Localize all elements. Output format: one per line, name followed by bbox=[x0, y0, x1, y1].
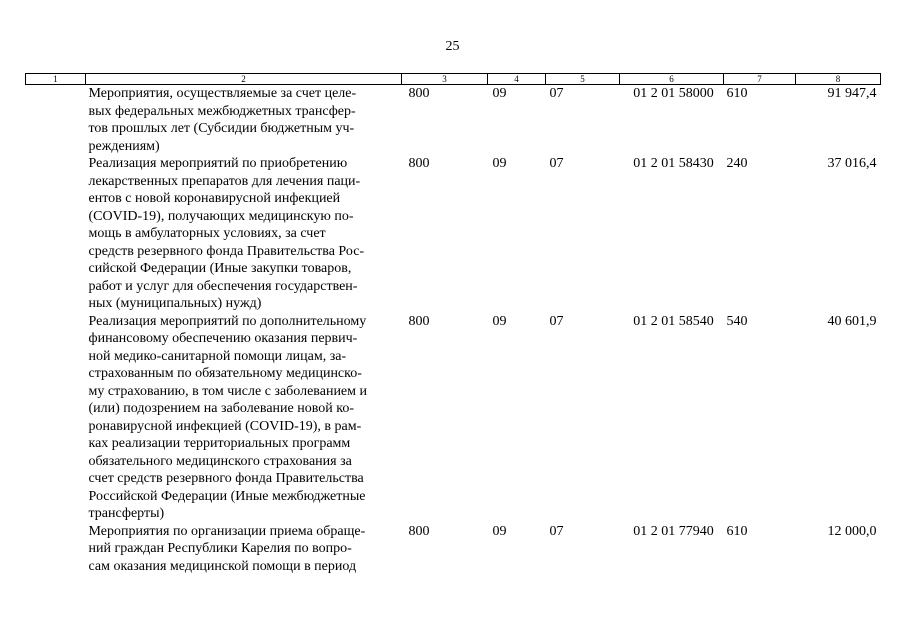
row-number-cell bbox=[26, 523, 86, 576]
description-line: лекарственных препаратов для лечения паци- bbox=[88, 173, 361, 189]
section-code-cell: 09 bbox=[492, 156, 507, 171]
amount-cell: 12 000,0 bbox=[827, 523, 877, 539]
ministry-code-cell: 800 bbox=[408, 86, 430, 101]
description-line: Мероприятия по организации приема обраще- bbox=[88, 523, 366, 539]
row-number-cell bbox=[26, 155, 86, 313]
description-line: Реализация мероприятий по дополнительному bbox=[88, 313, 367, 329]
description-cell bbox=[86, 313, 402, 523]
column-header: 4 bbox=[488, 74, 546, 85]
subsection-code-cell: 07 bbox=[549, 523, 564, 539]
column-header: 6 bbox=[620, 74, 724, 85]
subsection-code-cell: 07 bbox=[549, 86, 564, 101]
expense-type-cell: 540 bbox=[726, 313, 748, 329]
section-code-cell: 09 bbox=[492, 523, 507, 539]
amount-cell: 37 016,4 bbox=[827, 156, 877, 171]
description-line: тов прошлых лет (Субсидии бюджетным уч- bbox=[88, 121, 355, 136]
target-article-cell: 01 2 01 58000 bbox=[633, 86, 714, 101]
description-line: сийской Федерации (Иные закупки товаров, bbox=[88, 261, 352, 276]
description-line: обязательного медицинского страхования за bbox=[88, 453, 352, 469]
description-line: трансферты) bbox=[88, 506, 165, 521]
column-header: 5 bbox=[546, 74, 620, 85]
table-row bbox=[26, 155, 881, 313]
page-number: 25 bbox=[445, 39, 460, 54]
row-number-cell bbox=[26, 85, 86, 156]
expense-type-cell: 240 bbox=[726, 156, 748, 171]
description-line: работ и услуг для обеспечения государствен- bbox=[88, 278, 358, 294]
description-line: средств резервного фонда Правительства Рос- bbox=[88, 243, 365, 259]
description-cell bbox=[86, 155, 402, 313]
row-number-cell bbox=[26, 313, 86, 523]
description-line: (COVID-19), получающих медицинскую по- bbox=[88, 208, 354, 224]
section-code-cell: 09 bbox=[492, 86, 507, 101]
column-header: 3 bbox=[402, 74, 488, 85]
ministry-code-cell: 800 bbox=[408, 156, 430, 171]
description-cell bbox=[86, 523, 402, 576]
description-line: счет средств резервного фонда Правительства bbox=[88, 471, 364, 486]
subsection-code-cell: 07 bbox=[549, 156, 564, 171]
description-line: ентов с новой коронавирусной инфекцией bbox=[88, 191, 341, 206]
description-line: вых федеральных межбюджетных трансфер- bbox=[88, 103, 356, 119]
description-line: финансовому обеспечению оказания первич- bbox=[88, 331, 358, 346]
description-line: (или) подозрением на заболевание новой ко- bbox=[88, 401, 354, 416]
amount-cell: 91 947,4 bbox=[827, 86, 877, 101]
target-article-cell: 01 2 01 77940 bbox=[633, 523, 714, 539]
column-number-row bbox=[26, 74, 881, 85]
description-line: ной медико-санитарной помощи лицам, за- bbox=[88, 348, 347, 364]
target-article-cell: 01 2 01 58430 bbox=[633, 156, 714, 171]
description-line: реждениям) bbox=[88, 138, 160, 154]
ministry-code-cell: 800 bbox=[408, 313, 430, 329]
description-line: ронавирусной инфекцией (COVID-19), в рам- bbox=[88, 418, 362, 434]
section-code-cell: 09 bbox=[492, 313, 507, 329]
budget-table bbox=[25, 73, 881, 575]
description-cell bbox=[86, 85, 402, 156]
description-line: Российской Федерации (Иные межбюджетные bbox=[88, 488, 366, 504]
description-line: ний граждан Республики Карелия по вопро- bbox=[88, 541, 352, 556]
description-line: мощь в амбулаторных условиях, за счет bbox=[88, 226, 326, 241]
amount-cell: 40 601,9 bbox=[827, 313, 877, 329]
description-line: страхованным по обязательному медицинско- bbox=[88, 366, 362, 381]
description-line: сам оказания медицинской помощи в период bbox=[88, 558, 357, 574]
target-article-cell: 01 2 01 58540 bbox=[633, 313, 714, 329]
description-line: му страхованию, в том числе с заболеванием и bbox=[88, 383, 367, 399]
description-line: Мероприятия, осуществляемые за счет целе- bbox=[88, 86, 357, 101]
table-row bbox=[26, 313, 881, 523]
column-header: 2 bbox=[86, 74, 402, 85]
description-line: ках реализации территориальных программ bbox=[88, 436, 351, 451]
description-line: Реализация мероприятий по приобретению bbox=[88, 156, 348, 171]
expense-type-cell: 610 bbox=[726, 86, 748, 101]
table-row bbox=[26, 85, 881, 156]
ministry-code-cell: 800 bbox=[408, 523, 430, 539]
column-header: 1 bbox=[26, 74, 86, 85]
column-header: 8 bbox=[796, 74, 881, 85]
description-line: ных (муниципальных) нужд) bbox=[88, 296, 262, 311]
column-header: 7 bbox=[724, 74, 796, 85]
subsection-code-cell: 07 bbox=[549, 313, 564, 329]
expense-type-cell: 610 bbox=[726, 523, 748, 539]
table-row bbox=[26, 523, 881, 576]
